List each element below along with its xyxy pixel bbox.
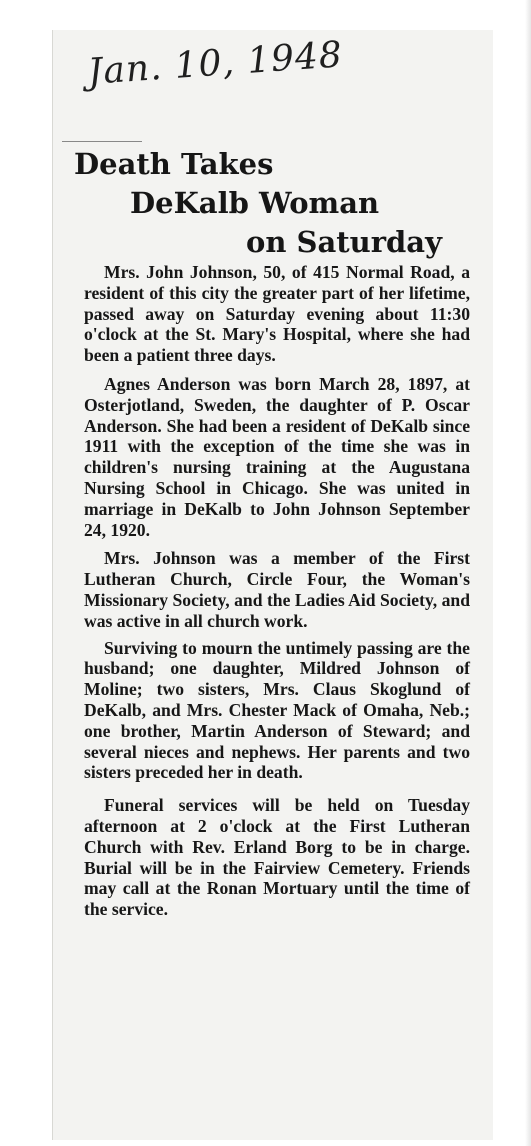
paragraph-survivors-text: Surviving to mourn the untimely passing are the husband; one daughter, Mildred Johnson of Moline; two sisters, Mrs. Claus Skoglund of DeKalb, and Mrs. Chester Mack of Omaha, Neb.; one brother, Martin Anderson of Steward; and several nieces and nephews. Her parents and two sisters preceded her in death.	[84, 637, 470, 783]
paragraph-intro-text: Mrs. John Johnson, 50, of 415 Normal Road, a resident of this city the greater part of her lifetime, passed away on Saturday evening about 11:30 o'clock at the St. Mary's Hospital, where she had been a patient three days.	[84, 262, 470, 366]
header-rule	[62, 141, 142, 142]
paragraph-funeral-text: Funeral services will be held on Tuesday afternoon at 2 o'clock at the First Lutheran Church with Rev. Erland Borg to be in charge. Burial will be in the Fairview Cemetery. Friends may call at the Ronan Mortuary until the time of the service.	[84, 795, 470, 920]
headline-line-2: DeKalb Woman	[130, 186, 380, 220]
paragraph-funeral	[84, 795, 470, 920]
headline-line-1: Death Takes	[74, 147, 274, 181]
paragraph-biography-text: Agnes Anderson was born March 28, 1897, at Osterjotland, Sweden, the daughter of P. Oscar Anderson. She had been a resident of DeKalb since 1911 with the exception of the time she was in children's nursing training at the Augustana Nursing School in Chicago. She was united in marriage in DeKalb to John Johnson September 24, 1920.	[84, 373, 470, 540]
paragraph-biography	[84, 374, 470, 540]
scan-edge	[525, 0, 531, 1146]
headline-line-3: on Saturday	[246, 225, 442, 259]
paragraph-intro	[84, 262, 470, 366]
paragraph-church-text: Mrs. Johnson was a member of the First Lutheran Church, Circle Four, the Woman's Missionary Society, and the Ladies Aid Society, and was active in all church work.	[84, 548, 470, 631]
paragraph-survivors	[84, 638, 470, 784]
article-body	[84, 262, 470, 920]
handwritten-date: Jan. 10, 1948	[86, 34, 345, 93]
paragraph-church	[84, 548, 470, 631]
